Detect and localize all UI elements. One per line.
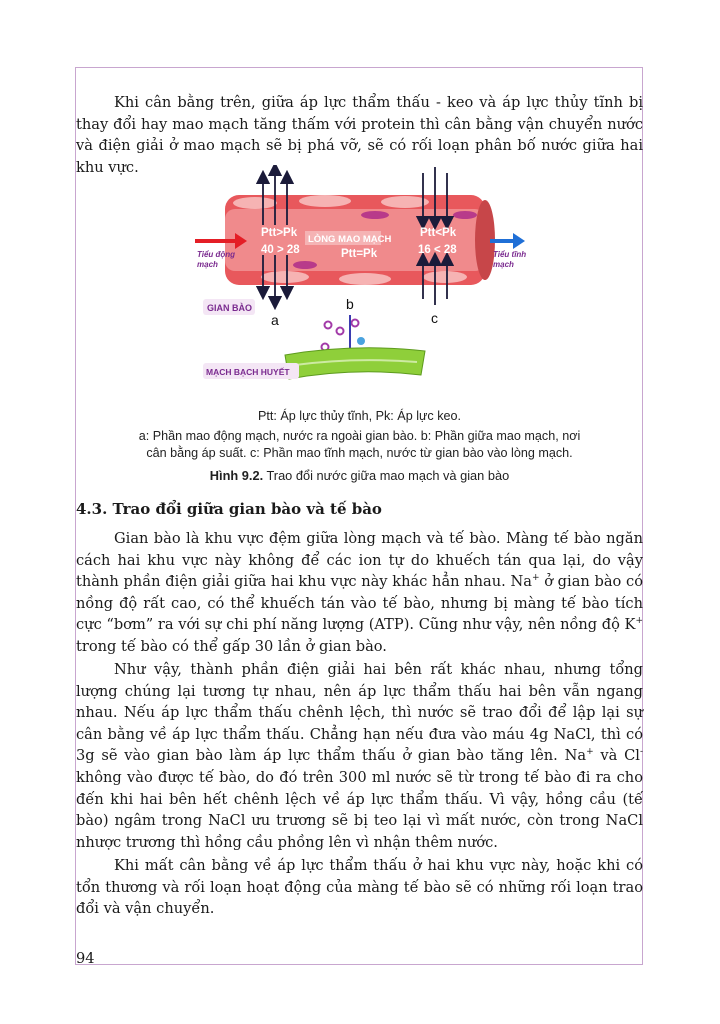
paragraph-osmotic-balance — [76, 659, 643, 853]
figure-number: Hình 9.2. — [209, 468, 264, 483]
section-heading: 4.3. Trao đổi giữa gian bào và tế bào — [76, 500, 382, 518]
p3-text-a: Na — [557, 747, 587, 765]
label-lymph-vessel: MẠCH BẠCH HUYẾT — [206, 367, 290, 377]
label-b: b — [346, 296, 354, 312]
p2-sup-na: + — [531, 573, 540, 584]
label-venule-2: mạch — [493, 260, 514, 269]
label-c: c — [431, 310, 438, 326]
venule-arrowhead — [513, 233, 525, 249]
label-right-bottom: 16 < 28 — [418, 244, 457, 256]
p3-sup-na: + — [586, 747, 594, 758]
paragraph-interstitium — [76, 528, 643, 658]
figure-title: Trao đổi nước giữa mao mạch và gian bào — [263, 468, 510, 483]
p3-text: Như vậy, thành phần điện giải hai bên rất khác nhau, nhưng tổng lượng chúng lại tương tự nhau, nên áp lực thẩm thấu hai bên vẫn ngang nhau. Nếu áp lực thẩm thấu chênh lệch, thì nước sẽ trao đổi để lập lại sự cân bằng về áp lực thẩm thấu. Chẳng hạn nếu đưa vào máu 4g NaCl, thì có 3g sẽ vào gian bào làm áp lực thẩm thấu ở gian bào tăng lên. — [76, 661, 643, 765]
figure-legend: Ptt: Áp lực thủy tĩnh, Pk: Áp lực keo. — [257, 409, 462, 423]
label-arteriole-1: Tiểu động — [197, 250, 236, 259]
label-interstitium: GIAN BÀO — [207, 303, 252, 313]
paragraph-imbalance: Khi mất cân bằng về áp lực thẩm thấu ở hai khu vực này, hoặc khi có tổn thương và rối loạn hoạt động của màng tế bào sẽ có những rối loạn trao đổi và vận chuyển. — [76, 857, 643, 918]
p2-text-b: ở gian bào có nồng độ rất cao, có thể khuếch tán vào tế bào, nhưng bị màng tế bào tích cực “bơm” ra với sự chi phí năng lượng (ATP). Cũng như vậy, nên nồng độ K — [76, 573, 643, 634]
p2-sup-k: + — [635, 616, 643, 627]
p3-sup-cl: - — [639, 747, 643, 758]
label-left-bottom: 40 > 28 — [261, 244, 300, 256]
p3-text-b: và Cl — [593, 747, 640, 765]
label-left-top: Ptt>Pk — [261, 227, 298, 239]
p2-text-a: Gian bào là khu vực đệm giữa lòng mạch và tế bào. Màng tế bào ngăn cách hai khu vực này không để các ion tự do khuếch tán qua lại, do vậy thành phần điện giải giữa hai khu vực này khác hẳn nhau. Na — [76, 530, 643, 591]
paragraph-fluid-balance: Khi cân bằng trên, giữa áp lực thẩm thấu - keo và áp lực thủy tĩnh bị thay đổi hay mao mạch tăng thấm với protein thì cân bằng vận chuyển nước và điện giải ở mao mạch sẽ bị phá vỡ, sẽ có rối loạn phân bố nước giữa hai khu vực. — [76, 94, 643, 176]
figure-caption — [76, 467, 643, 484]
p2-text-c: trong tế bào có thể gấp 30 lần ở gian bào. — [76, 637, 387, 655]
label-capillary-lumen: LÒNG MAO MẠCH — [308, 234, 392, 245]
page-number: 94 — [76, 950, 95, 967]
label-a: a — [271, 312, 279, 328]
label-center-bottom: Ptt=Pk — [341, 248, 378, 260]
figure-description: a: Phần mao động mạch, nước ra ngoài gian bào. b: Phần giữa mao mạch, nơi cân bằng áp suất. c: Phần mao tĩnh mạch, nước từ gian bào vào lòng mạch. — [138, 429, 581, 460]
p3-text-c: không vào được tế bào, do đó trên 300 ml nước sẽ từ trong tế bào đi ra cho đến khi hai bên hết chênh lệch về áp lực thẩm thấu. Vì vậy, hồng cầu (tế bào) ngâm trong NaCl ưu trương sẽ bị teo lại vì mất nước, còn trong NaCl nhược trương thì hồng cầu phồng lên vì nhận thêm nước. — [76, 768, 643, 851]
label-right-top: Ptt<Pk — [420, 227, 457, 239]
capillary-exchange-diagram — [195, 165, 545, 395]
label-venule-1: Tiểu tĩnh — [493, 250, 527, 259]
label-arteriole-2: mạch — [197, 260, 218, 269]
